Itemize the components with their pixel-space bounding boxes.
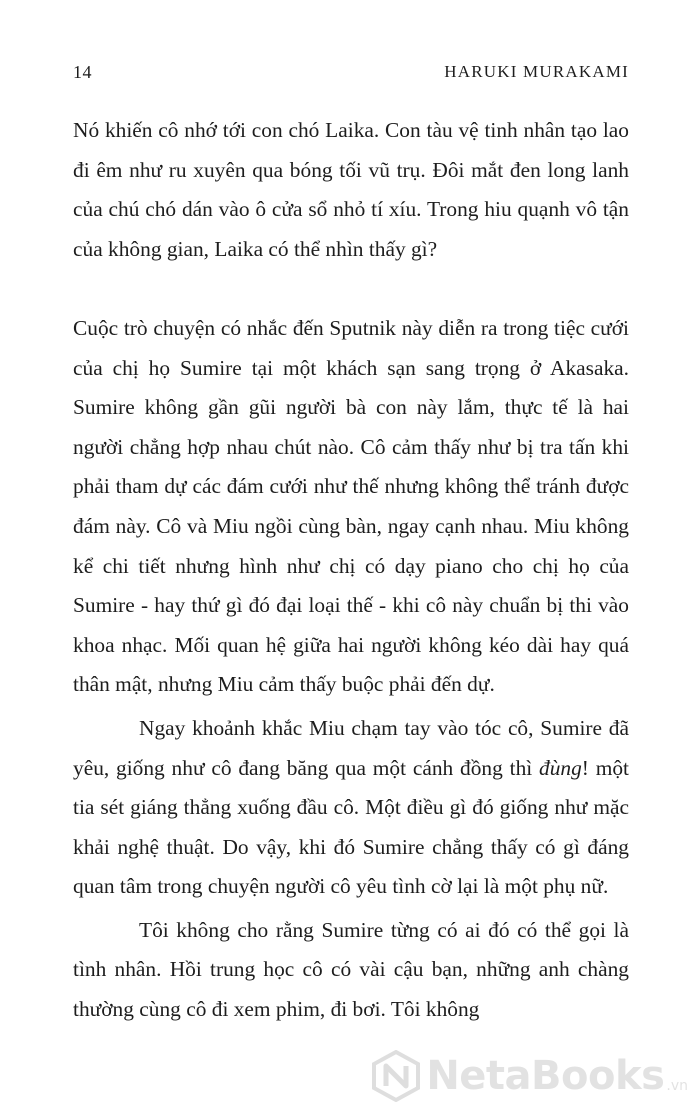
paragraph-text-after: ! một tia sét giáng thẳng xuống đầu cô. Một điều gì đó giống như mặc khải nghệ thuật. Do vậy, khi đó Sumire chẳng thấy có gì đáng quan tâm trong chuyện người cô yêu tình cờ lại là một phụ nữ. <box>73 755 629 899</box>
paragraph-wedding: Cuộc trò chuyện có nhắc đến Sputnik này diễn ra trong tiệc cưới của chị họ Sumire tại một khách sạn sang trọng ở Akasaka. Sumire không gần gũi người bà con này lắm, thực tế là hai người chẳng hợp nhau chút nào. Cô cảm thấy như bị tra tấn khi phải tham dự các đám cưới như thế nhưng không thể tránh được đám này. Cô và Miu ngồi cùng bàn, ngay cạnh nhau. Miu không kể chi tiết nhưng hình như chị có dạy piano cho chị họ của Sumire - hay thứ gì đó đại loại thế - khi cô này chuẩn bị thi vào khoa nhạc. Mối quan hệ giữa hai người không kéo dài hay quá thân mật, nhưng Miu cảm thấy buộc phải đến dự. <box>73 315 629 697</box>
page-number: 14 <box>73 62 92 82</box>
paragraph-text-before: Ngay khoảnh khắc Miu chạm tay vào tóc cô, Sumire đã yêu, giống như cô đang băng qua một cánh đồng thì <box>73 715 629 780</box>
page-header <box>73 62 629 86</box>
body-text <box>73 111 629 1030</box>
paragraph-no-lover: Tôi không cho rằng Sumire từng có ai đó có thể gọi là tình nhân. Hồi trung học cô có vài cậu bạn, những anh chàng thường cùng cô đi xem phim, đi bơi. Tôi không <box>73 917 629 1022</box>
paragraph-laika: Nó khiến cô nhớ tới con chó Laika. Con tàu vệ tinh nhân tạo lao đi êm như ru xuyên qua bóng tối vũ trụ. Đôi mắt đen long lanh của chú chó dán vào ô cửa sổ nhỏ tí xíu. Trong hiu quạnh vô tận của không gian, Laika có thể nhìn thấy gì? <box>73 118 629 261</box>
italic-onomatopoeia: đùng <box>539 755 582 780</box>
netabooks-n-logo-icon <box>370 1050 422 1102</box>
watermark-text: NetaBooks <box>426 1053 665 1099</box>
watermark-tld: .vn <box>666 1078 688 1094</box>
running-head-author: HARUKI MURAKAMI <box>444 62 629 81</box>
paragraph-fell-in-love <box>73 709 629 907</box>
watermark <box>370 1048 688 1104</box>
